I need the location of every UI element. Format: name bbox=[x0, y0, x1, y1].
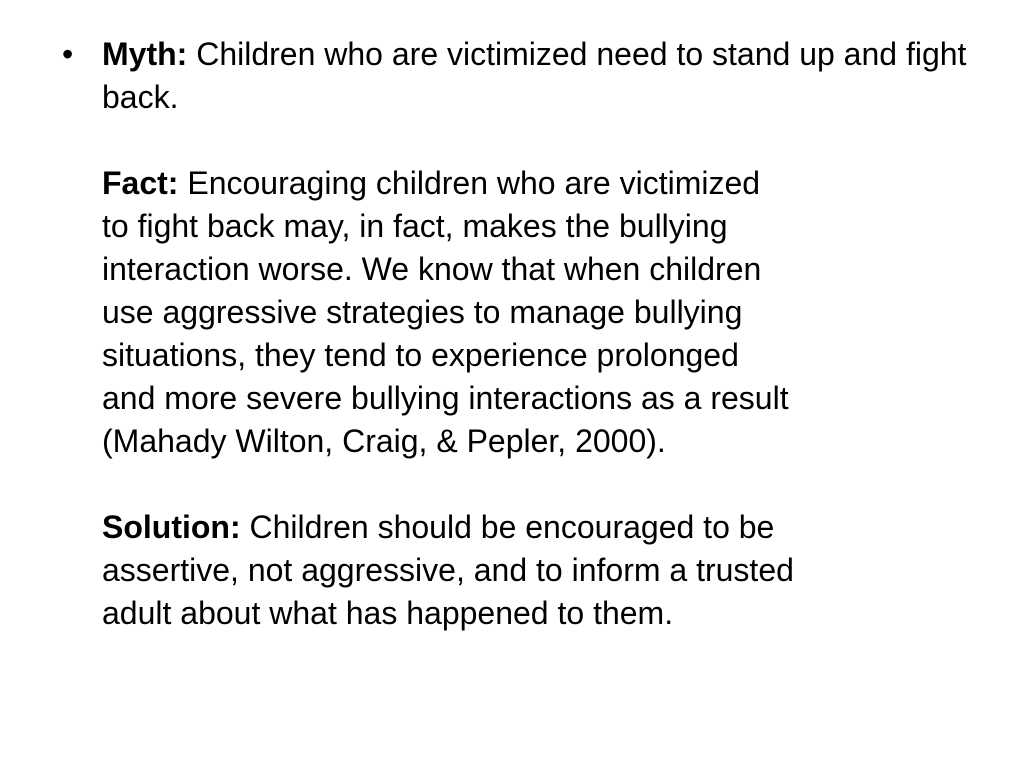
solution-line: assertive, not aggressive, and to inform a trusted bbox=[102, 552, 794, 588]
fact-line: use aggressive strategies to manage bullying bbox=[102, 294, 743, 330]
fact-line: to fight back may, in fact, makes the bullying bbox=[102, 208, 728, 244]
fact-label: Fact: bbox=[102, 165, 179, 201]
myth-text: Children who are victimized need to stand up and fight back. bbox=[102, 36, 967, 115]
solution-paragraph bbox=[102, 506, 982, 635]
fact-line: Encouraging children who are victimized bbox=[178, 165, 761, 201]
bullet-icon: • bbox=[62, 36, 74, 72]
fact-line: situations, they tend to experience prolonged bbox=[102, 337, 739, 373]
fact-line: (Mahady Wilton, Craig, & Pepler, 2000). bbox=[102, 423, 666, 459]
fact-line: and more severe bullying interactions as a result bbox=[102, 380, 789, 416]
solution-line: adult about what has happened to them. bbox=[102, 595, 674, 631]
fact-paragraph bbox=[102, 162, 982, 463]
fact-line: interaction worse. We know that when children bbox=[102, 251, 762, 287]
solution-line: Children should be encouraged to be bbox=[240, 509, 775, 545]
myth-label: Myth: bbox=[102, 36, 188, 72]
myth-paragraph bbox=[102, 33, 982, 119]
bullet-body bbox=[102, 33, 982, 635]
solution-label: Solution: bbox=[102, 509, 241, 545]
